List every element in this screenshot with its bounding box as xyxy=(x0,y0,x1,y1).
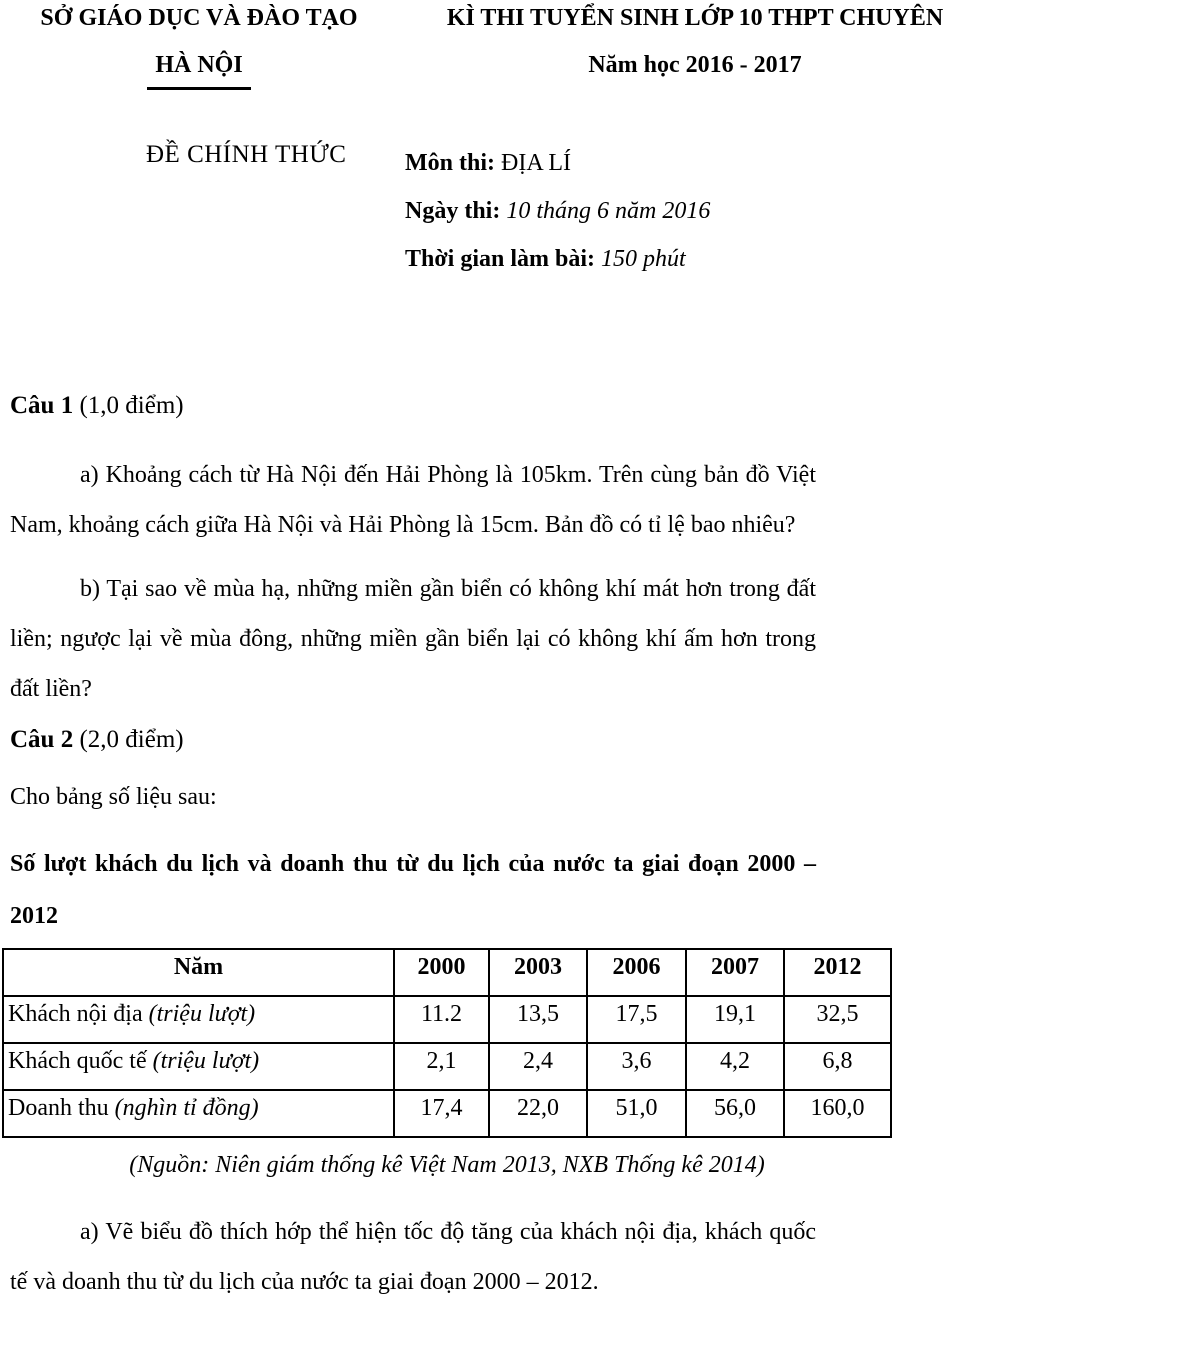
question1-part-b: b) Tại sao về mùa hạ, những miền gần biển có không khí mát hơn trong đất liền; ngược lại về mùa đông, những miền gần biển lại có không khí ấm hơn trong đất liền? xyxy=(10,576,816,702)
question1-points: (1,0 điểm) xyxy=(73,392,184,419)
table-header-2000: 2000 xyxy=(394,949,489,996)
data-table-title: Số lượt khách du lịch và doanh thu từ du lịch của nước ta giai đoạn 2000 – 2012 xyxy=(10,851,816,929)
cell-revenue-2003: 22,0 xyxy=(489,1090,587,1137)
table-header-year: Năm xyxy=(3,949,394,996)
cell-international-2006: 3,6 xyxy=(587,1043,686,1090)
table-header-2003: 2003 xyxy=(489,949,587,996)
cell-international-2012: 6,8 xyxy=(784,1043,891,1090)
row-unit-international: (triệu lượt) xyxy=(152,1048,260,1074)
statistics-table xyxy=(2,948,892,1138)
organization-city: HÀ NỘI xyxy=(147,50,250,90)
question2-intro: Cho bảng số liệu sau: xyxy=(10,784,217,810)
row-unit-revenue: (nghìn tỉ đồng) xyxy=(114,1095,259,1121)
duration-label: Thời gian làm bài: xyxy=(405,246,595,272)
cell-domestic-2003: 13,5 xyxy=(489,996,587,1043)
table-header-2012: 2012 xyxy=(784,949,891,996)
cell-domestic-2000: 11.2 xyxy=(394,996,489,1043)
row-label-revenue-text: Doanh thu xyxy=(8,1095,115,1121)
organization-name: SỞ GIÁO DỤC VÀ ĐÀO TẠO xyxy=(40,5,358,31)
exam-body xyxy=(8,386,865,1321)
table-row-revenue xyxy=(3,1090,891,1137)
cell-domestic-2007: 19,1 xyxy=(686,996,784,1043)
question2-heading xyxy=(10,720,816,760)
cell-domestic-2006: 17,5 xyxy=(587,996,686,1043)
question1-heading xyxy=(10,386,816,426)
organization-header xyxy=(16,3,382,90)
cell-revenue-2006: 51,0 xyxy=(587,1090,686,1137)
table-row-international xyxy=(3,1043,891,1090)
question2-points: (2,0 điểm) xyxy=(73,726,184,753)
exam-title-header xyxy=(403,3,987,80)
row-label-international xyxy=(3,1043,394,1090)
question1-part-a: a) Khoảng cách từ Hà Nội đến Hải Phòng là 105km. Trên cùng bản đồ Việt Nam, khoảng cách giữa Hà Nội và Hải Phòng là 15cm. Bản đồ có tỉ lệ bao nhiêu? xyxy=(10,462,816,538)
question1-number: Câu 1 xyxy=(10,392,74,419)
table-source: (Nguồn: Niên giám thống kê Việt Nam 2013, NXB Thống kê 2014) xyxy=(129,1152,765,1178)
cell-international-2007: 4,2 xyxy=(686,1043,784,1090)
row-label-international-text: Khách quốc tế xyxy=(8,1048,153,1074)
cell-revenue-2012: 160,0 xyxy=(784,1090,891,1137)
date-value: 10 tháng 6 năm 2016 xyxy=(506,198,711,224)
date-label: Ngày thi: xyxy=(405,198,501,224)
row-label-domestic xyxy=(3,996,394,1043)
table-header-2006: 2006 xyxy=(587,949,686,996)
duration-line xyxy=(405,235,710,283)
question2-part-a: a) Vẽ biểu đồ thích hớp thể hiện tốc độ tăng của khách nội địa, khách quốc tế và doanh thu từ du lịch của nước ta giai đoạn 2000 – 2012. xyxy=(10,1219,816,1295)
cell-international-2003: 2,4 xyxy=(489,1043,587,1090)
duration-value: 150 phút xyxy=(601,246,686,272)
table-header-row xyxy=(3,949,891,996)
row-label-domestic-text: Khách nội địa xyxy=(8,1001,149,1027)
date-line xyxy=(405,187,710,235)
exam-info-block xyxy=(405,139,710,283)
question2-number: Câu 2 xyxy=(10,726,74,753)
subject-line xyxy=(405,139,710,187)
row-label-revenue xyxy=(3,1090,394,1137)
cell-revenue-2000: 17,4 xyxy=(394,1090,489,1137)
cell-domestic-2012: 32,5 xyxy=(784,996,891,1043)
table-row-domestic xyxy=(3,996,891,1043)
cell-revenue-2007: 56,0 xyxy=(686,1090,784,1137)
subject-label: Môn thi: xyxy=(405,150,495,176)
cell-international-2000: 2,1 xyxy=(394,1043,489,1090)
exam-school-year: Năm học 2016 - 2017 xyxy=(588,52,802,78)
table-header-2007: 2007 xyxy=(686,949,784,996)
subject-value: ĐỊA LÍ xyxy=(501,150,571,176)
official-exam-label: ĐỀ CHÍNH THỨC xyxy=(146,141,347,168)
exam-title: KÌ THI TUYỂN SINH LỚP 10 THPT CHUYÊN xyxy=(446,5,944,31)
row-unit-domestic: (triệu lượt) xyxy=(148,1001,256,1027)
